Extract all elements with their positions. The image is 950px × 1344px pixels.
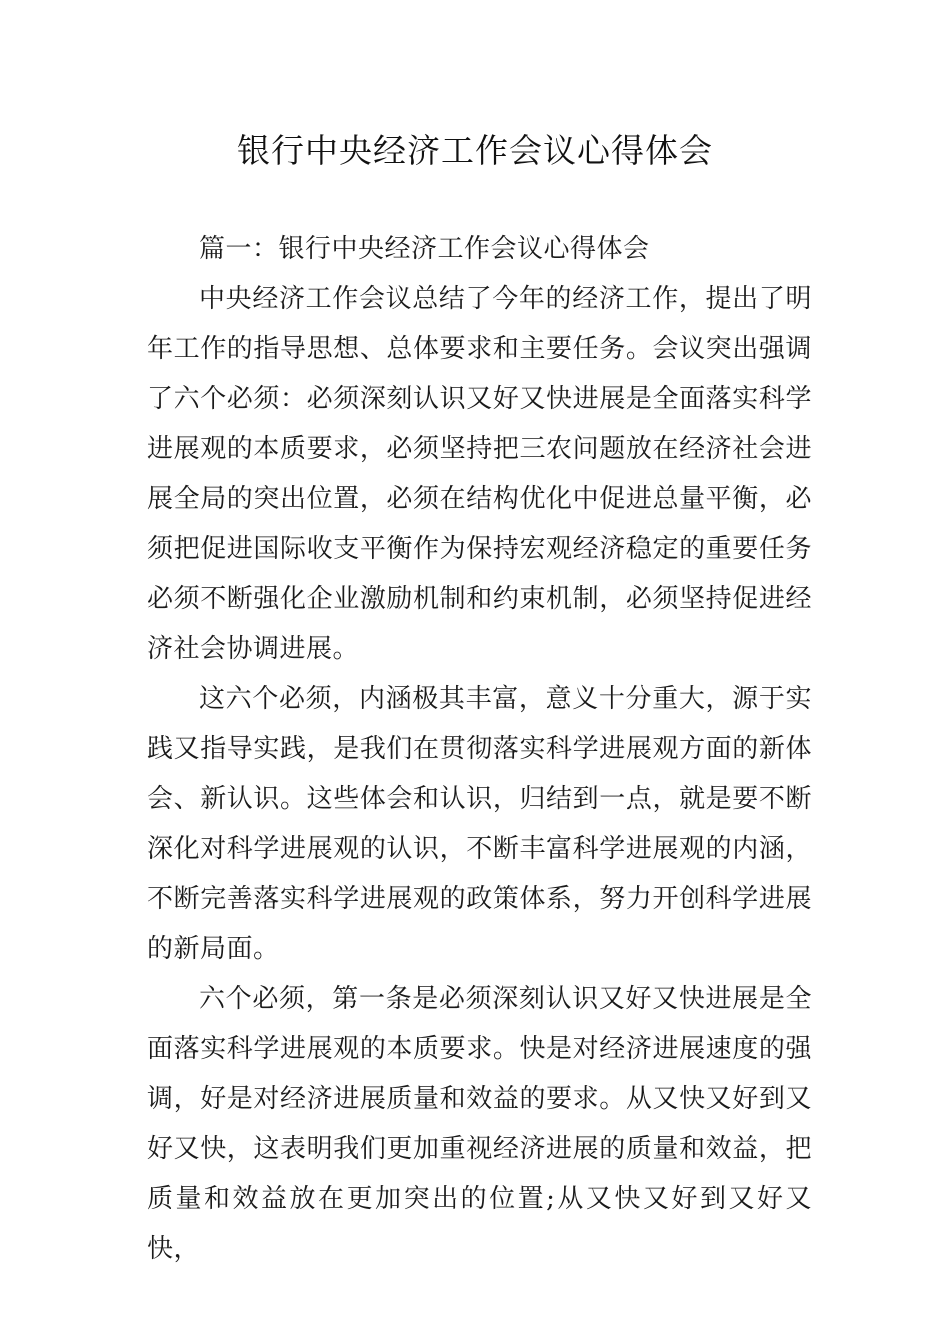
document-body bbox=[147, 224, 812, 1274]
paragraph: 这六个必须，内涵极其丰富，意义十分重大，源于实践又指导实践，是我们在贯彻落实科学进展观方面的新体会、新认识。这些体会和认识，归结到一点，就是要不断深化对科学进展观的认识，不断丰富科学进展观的内涵，不断完善落实科学进展观的政策体系，努力开创科学进展的新局面。 bbox=[147, 684, 812, 964]
document-title: 银行中央经济工作会议心得体会 bbox=[237, 131, 713, 170]
paragraph: 中央经济工作会议总结了今年的经济工作，提出了明年工作的指导思想、总体要求和主要任务。会议突出强调了六个必须：必须深刻认识又好又快进展是全面落实科学进展观的本质要求，必须坚持把三农问题放在经济社会进展全局的突出位置，必须在结构优化中促进总量平衡，必须把促进国际收支平衡作为保持宏观经济稳定的重要任务必须不断强化企业激励机制和约束机制，必须坚持促进经济社会协调进展。 bbox=[147, 284, 812, 664]
section-heading: 篇一：银行中央经济工作会议心得体会 bbox=[199, 234, 650, 264]
paragraph: 六个必须，第一条是必须深刻认识又好又快进展是全面落实科学进展观的本质要求。快是对经济进展速度的强调，好是对经济进展质量和效益的要求。从又快又好到又好又快，这表明我们更加重视经济进展的质量和效益，把质量和效益放在更加突出的位置;从又快又好到又好又快， bbox=[147, 984, 812, 1264]
